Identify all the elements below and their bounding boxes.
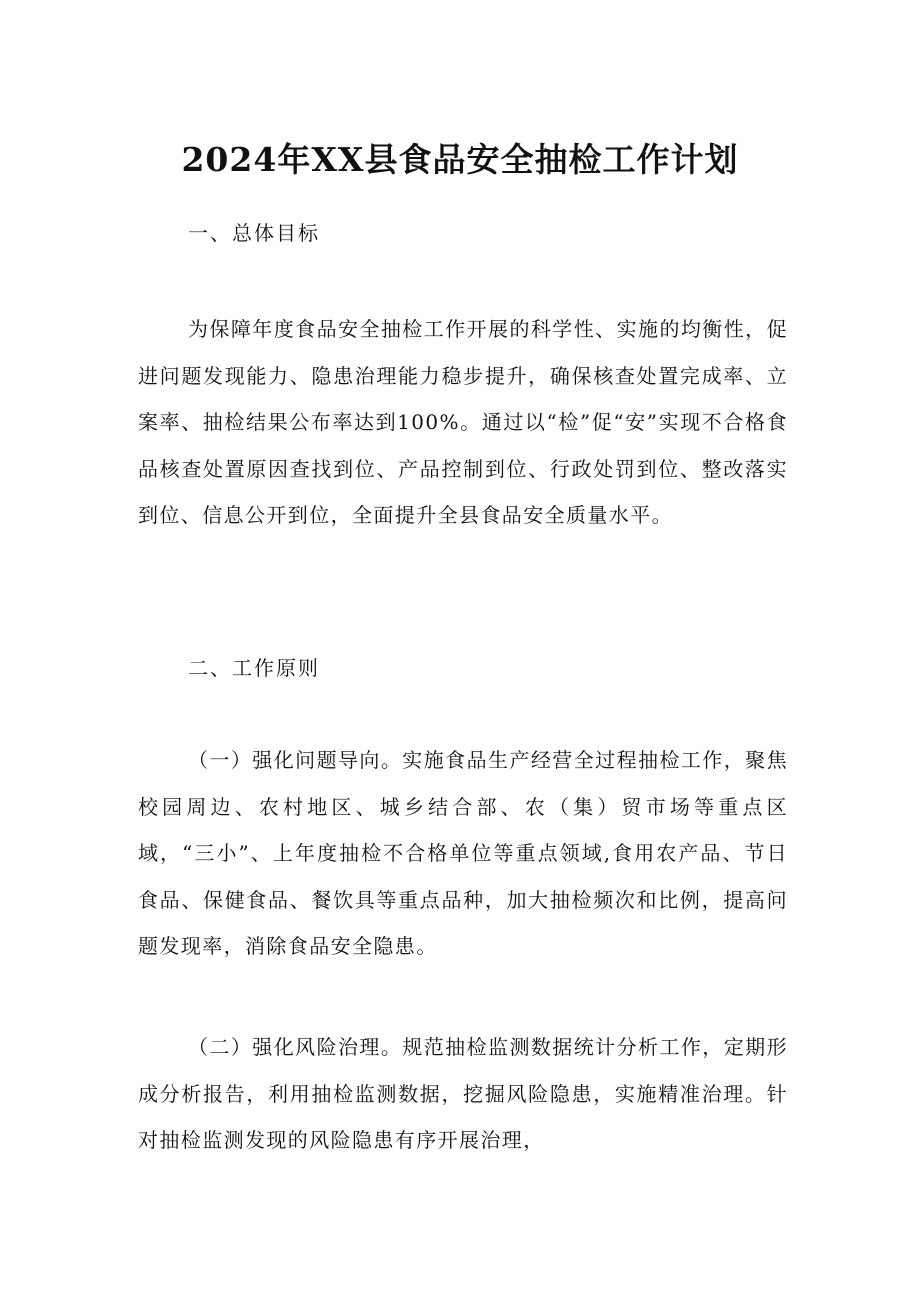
paragraph-principle-1: （一）强化问题导向。实施食品生产经营全过程抽检工作，聚焦校园周边、农村地区、城乡结合部、农（集）贸市场等重点区域，“三小”、上年度抽检不合格单位等重点领域,食用农产品、节日食品、保健食品、餐饮具等重点品种，加大抽检频次和比例，提高问题发现率，消除食品安全隐患。 [138,748,788,958]
paragraph-overall-goals: 为保障年度食品安全抽检工作开展的科学性、实施的均衡性，促进问题发现能力、隐患治理能力稳步提升，确保核查处置完成率、立案率、抽检结果公布率达到100%。通过以“检”促“安”实现不合格食品核查处置原因查找到位、产品控制到位、行政处罚到位、整改落实到位、信息公开到位，全面提升全县食品安全质量水平。 [138,317,788,527]
document-title: 2024年XX县食品安全抽检工作计划 [181,140,739,179]
section-heading-overall-goals: 一、总体目标 [188,221,320,245]
section-heading-work-principles: 二、工作原则 [188,656,320,680]
paragraph-principle-2: （二）强化风险治理。规范抽检监测数据统计分析工作，定期形成分析报告，利用抽检监测数据，挖掘风险隐患，实施精准治理。针对抽检监测发现的风险隐患有序开展治理， [138,1035,788,1152]
